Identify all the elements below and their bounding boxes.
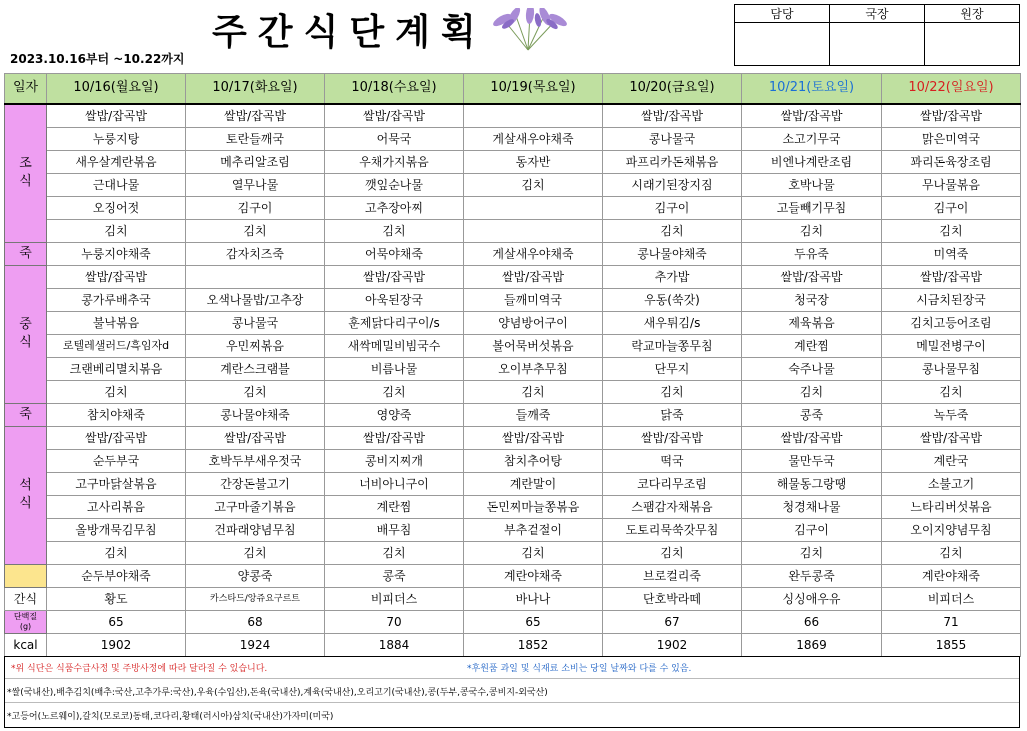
approval-sign-cell[interactable] bbox=[830, 23, 925, 66]
meal-item: 깻잎순나물 bbox=[325, 173, 464, 196]
porridge-item: 들깨죽 bbox=[464, 403, 603, 426]
meal-item: 김치 bbox=[325, 380, 464, 403]
meal-item: 김치 bbox=[325, 219, 464, 242]
meal-item: 우채가지볶음 bbox=[325, 150, 464, 173]
porridge-label: 죽 bbox=[5, 403, 47, 426]
meal-item: 고구마줄기볶음 bbox=[186, 495, 325, 518]
kcal-item: 1902 bbox=[47, 633, 186, 656]
meal-item: 근대나물 bbox=[47, 173, 186, 196]
meal-item: 불낙볶음 bbox=[47, 311, 186, 334]
porridge-item: 누룽지야채죽 bbox=[47, 242, 186, 265]
meal-item: 김치 bbox=[186, 380, 325, 403]
porridge-item: 닭죽 bbox=[603, 403, 742, 426]
meal-item: 쌀밥/잡곡밥 bbox=[882, 426, 1021, 449]
meal-item: 계란찜 bbox=[325, 495, 464, 518]
meal-table bbox=[4, 73, 1021, 657]
meal-item: 김치 bbox=[882, 219, 1021, 242]
meal-item: 고구마닭살볶음 bbox=[47, 472, 186, 495]
notes-box bbox=[4, 656, 1020, 728]
meal-item: 들깨미역국 bbox=[464, 288, 603, 311]
kcal-item: 1852 bbox=[464, 633, 603, 656]
porridge-item: 양콩죽 bbox=[186, 564, 325, 587]
meal-item: 김치 bbox=[742, 380, 882, 403]
porridge-item: 콩나물야채죽 bbox=[186, 403, 325, 426]
meal-item: 돈민찌마늘쫑볶음 bbox=[464, 495, 603, 518]
protein-item: 71 bbox=[882, 610, 1021, 633]
meal-item: 콩나물국 bbox=[603, 127, 742, 150]
meal-item: 숙주나물 bbox=[742, 357, 882, 380]
meal-item: 새우살계란볶음 bbox=[47, 150, 186, 173]
kcal-item: 1869 bbox=[742, 633, 882, 656]
protein-item: 65 bbox=[464, 610, 603, 633]
meal-item: 동자반 bbox=[464, 150, 603, 173]
meal-item: 계란말이 bbox=[464, 472, 603, 495]
meal-item: 쌀밥/잡곡밥 bbox=[186, 426, 325, 449]
breakfast-label: 조 식 bbox=[5, 104, 47, 243]
porridge-item: 게살새우야채죽 bbox=[464, 242, 603, 265]
meal-item: 김치 bbox=[464, 380, 603, 403]
meal-item: 새우튀김/s bbox=[603, 311, 742, 334]
porridge-item: 어묵야채죽 bbox=[325, 242, 464, 265]
meal-item: 락교마늘쫑무침 bbox=[603, 334, 742, 357]
meal-item: 부추겉절이 bbox=[464, 518, 603, 541]
porridge-item: 계란야채죽 bbox=[464, 564, 603, 587]
approval-label: 국장 bbox=[830, 5, 925, 23]
meal-item: 단무지 bbox=[603, 357, 742, 380]
snack-item: 바나나 bbox=[464, 587, 603, 610]
meal-item: 고들빼기무침 bbox=[742, 196, 882, 219]
meal-item: 맑은미역국 bbox=[882, 127, 1021, 150]
meal-item: 김치 bbox=[742, 219, 882, 242]
meal-item: 오징어젓 bbox=[47, 196, 186, 219]
snack-item: 싱싱애우유 bbox=[742, 587, 882, 610]
meal-item: 김구이 bbox=[603, 196, 742, 219]
snack-label: 간식 bbox=[5, 587, 47, 610]
meal-item: 시래기된장지짐 bbox=[603, 173, 742, 196]
day-header: 10/19(목요일) bbox=[464, 74, 603, 104]
meal-item: 고사리볶음 bbox=[47, 495, 186, 518]
snack-item: 비피더스 bbox=[325, 587, 464, 610]
meal-item: 쌀밥/잡곡밥 bbox=[47, 426, 186, 449]
meal-item: 도토리묵쑥갓무침 bbox=[603, 518, 742, 541]
note-text: *후원품 과일 및 식재료 소비는 당일 날짜와 다를 수 있음. bbox=[467, 664, 692, 674]
meal-item: 소고기무국 bbox=[742, 127, 882, 150]
meal-item: 해물동그랑땡 bbox=[742, 472, 882, 495]
porridge-item: 콩죽 bbox=[325, 564, 464, 587]
meal-item bbox=[464, 104, 603, 128]
meal-item: 스팸감자채볶음 bbox=[603, 495, 742, 518]
porridge-item: 콩죽 bbox=[742, 403, 882, 426]
meal-item: 계란국 bbox=[882, 449, 1021, 472]
meal-item: 오색나물밥/고추장 bbox=[186, 288, 325, 311]
meal-item: 느타리버섯볶음 bbox=[882, 495, 1021, 518]
meal-item: 고추장아찌 bbox=[325, 196, 464, 219]
meal-item: 쌀밥/잡곡밥 bbox=[325, 104, 464, 128]
porridge-item: 참치야채죽 bbox=[47, 403, 186, 426]
approval-label: 원장 bbox=[925, 5, 1020, 23]
meal-item: 꽈리돈육장조림 bbox=[882, 150, 1021, 173]
meal-item: 김치 bbox=[325, 541, 464, 564]
meal-item: 계란스크램블 bbox=[186, 357, 325, 380]
meal-item: 김치 bbox=[47, 219, 186, 242]
meal-item: 간장돈불고기 bbox=[186, 472, 325, 495]
porridge-item: 감자치즈죽 bbox=[186, 242, 325, 265]
meal-item: 쌀밥/잡곡밥 bbox=[186, 104, 325, 128]
meal-item: 새싹메밀비빔국수 bbox=[325, 334, 464, 357]
approval-box bbox=[734, 4, 1020, 66]
meal-item: 쌀밥/잡곡밥 bbox=[742, 265, 882, 288]
porridge-item: 영양죽 bbox=[325, 403, 464, 426]
meal-item: 순두부국 bbox=[47, 449, 186, 472]
meal-item: 너비아니구이 bbox=[325, 472, 464, 495]
dinner-label: 석 식 bbox=[5, 426, 47, 564]
meal-item: 양념방어구이 bbox=[464, 311, 603, 334]
meal-item: 김치고등어조림 bbox=[882, 311, 1021, 334]
meal-item: 메추리알조림 bbox=[186, 150, 325, 173]
lunch-label: 중 식 bbox=[5, 265, 47, 403]
meal-item: 제육볶음 bbox=[742, 311, 882, 334]
meal-item: 쌀밥/잡곡밥 bbox=[47, 265, 186, 288]
snack-item: 단호박라떼 bbox=[603, 587, 742, 610]
day-header: 10/22(일요일) bbox=[882, 74, 1021, 104]
kcal-item: 1855 bbox=[882, 633, 1021, 656]
snack-item: 비피더스 bbox=[882, 587, 1021, 610]
meal-item: 건파래양념무침 bbox=[186, 518, 325, 541]
meal-item: 콩나물무침 bbox=[882, 357, 1021, 380]
meal-item: 김구이 bbox=[742, 518, 882, 541]
meal-item: 청국장 bbox=[742, 288, 882, 311]
day-header: 10/17(화요일) bbox=[186, 74, 325, 104]
meal-item: 쌀밥/잡곡밥 bbox=[742, 104, 882, 128]
meal-item: 호박두부새우젓국 bbox=[186, 449, 325, 472]
meal-item: 오이부추무침 bbox=[464, 357, 603, 380]
protein-item: 68 bbox=[186, 610, 325, 633]
meal-item bbox=[464, 196, 603, 219]
porridge-label bbox=[5, 564, 47, 587]
meal-item: 메밀전병구이 bbox=[882, 334, 1021, 357]
day-header: 10/21(토요일) bbox=[742, 74, 882, 104]
meal-item: 콩나물국 bbox=[186, 311, 325, 334]
meal-item: 쌀밥/잡곡밥 bbox=[882, 265, 1021, 288]
meal-item: 추가밥 bbox=[603, 265, 742, 288]
porridge-item: 계란야채죽 bbox=[882, 564, 1021, 587]
protein-item: 70 bbox=[325, 610, 464, 633]
meal-item: 쌀밥/잡곡밥 bbox=[603, 104, 742, 128]
day-header: 10/16(월요일) bbox=[47, 74, 186, 104]
meal-item: 쌀밥/잡곡밥 bbox=[603, 426, 742, 449]
snack-item: 황도 bbox=[47, 587, 186, 610]
day-header: 10/20(금요일) bbox=[603, 74, 742, 104]
meal-item: 소불고기 bbox=[882, 472, 1021, 495]
porridge-item: 미역죽 bbox=[882, 242, 1021, 265]
meal-item: 비엔나계란조림 bbox=[742, 150, 882, 173]
kcal-item: 1902 bbox=[603, 633, 742, 656]
approval-sign-cell[interactable] bbox=[735, 23, 830, 66]
porridge-item: 순두부야채죽 bbox=[47, 564, 186, 587]
approval-label: 담당 bbox=[735, 5, 830, 23]
meal-item: 쌀밥/잡곡밥 bbox=[47, 104, 186, 128]
note-text: *쌀(국내산),배추김치(배추:국산,고추가루:국산),우육(수입산),돈육(국내산),계육(국내산),오리고기(국내산),콩(두부,콩국수,콩비지-외국산) bbox=[7, 688, 548, 698]
meal-item: 열무나물 bbox=[186, 173, 325, 196]
meal-item: 우동(쑥갓) bbox=[603, 288, 742, 311]
meal-item: 크랜베리멸치볶음 bbox=[47, 357, 186, 380]
meal-item: 쌀밥/잡곡밥 bbox=[464, 265, 603, 288]
protein-item: 67 bbox=[603, 610, 742, 633]
meal-item: 배무침 bbox=[325, 518, 464, 541]
date-range: 2023.10.16부터 ~10.22까지 bbox=[10, 52, 185, 66]
meal-item: 김치 bbox=[186, 219, 325, 242]
meal-item: 물만두국 bbox=[742, 449, 882, 472]
meal-item: 콩비지찌개 bbox=[325, 449, 464, 472]
kcal-item: 1924 bbox=[186, 633, 325, 656]
meal-item: 쌀밥/잡곡밥 bbox=[882, 104, 1021, 128]
meal-item: 로텔레샐러드/흑임자d bbox=[47, 334, 186, 357]
approval-sign-cell[interactable] bbox=[925, 23, 1020, 66]
meal-item: 김치 bbox=[882, 380, 1021, 403]
day-header: 10/18(수요일) bbox=[325, 74, 464, 104]
meal-item: 볼어묵버섯볶음 bbox=[464, 334, 603, 357]
meal-item: 쌀밥/잡곡밥 bbox=[325, 265, 464, 288]
protein-item: 65 bbox=[47, 610, 186, 633]
meal-item: 김치 bbox=[603, 541, 742, 564]
snack-item: 카스타드/앙쥬요구르트 bbox=[186, 587, 325, 610]
meal-item: 올방개묵김무침 bbox=[47, 518, 186, 541]
note-text: *고등어(노르웨이),갈치(모로코)동태,코다리,황태(러시아)삼치(국내산)가자미(미국) bbox=[7, 712, 334, 722]
meal-item: 오이지양념무침 bbox=[882, 518, 1021, 541]
meal-item: 시금치된장국 bbox=[882, 288, 1021, 311]
meal-item: 김치 bbox=[882, 541, 1021, 564]
note-text: *위 식단은 식품수급사정 및 주방사정에 따라 달라질 수 있습니다. bbox=[11, 664, 268, 674]
porridge-item: 녹두죽 bbox=[882, 403, 1021, 426]
meal-item: 훈제닭다리구이/s bbox=[325, 311, 464, 334]
meal-item: 쌀밥/잡곡밥 bbox=[742, 426, 882, 449]
kcal-label: kcal bbox=[5, 633, 47, 656]
meal-item: 청경채나물 bbox=[742, 495, 882, 518]
protein-item: 66 bbox=[742, 610, 882, 633]
lavender-icon bbox=[484, 8, 572, 52]
kcal-item: 1884 bbox=[325, 633, 464, 656]
meal-item: 김치 bbox=[742, 541, 882, 564]
corner-label: 일자 bbox=[5, 74, 47, 104]
meal-item: 어묵국 bbox=[325, 127, 464, 150]
meal-item: 우민찌볶음 bbox=[186, 334, 325, 357]
meal-item: 파프리카돈채볶음 bbox=[603, 150, 742, 173]
meal-item: 김치 bbox=[603, 380, 742, 403]
meal-item: 떡국 bbox=[603, 449, 742, 472]
meal-item: 비름나물 bbox=[325, 357, 464, 380]
meal-item: 김치 bbox=[603, 219, 742, 242]
porridge-item: 완두콩죽 bbox=[742, 564, 882, 587]
meal-item: 김구이 bbox=[882, 196, 1021, 219]
protein-label: 단백질 (g) bbox=[5, 610, 47, 633]
porridge-item: 브로컬리죽 bbox=[603, 564, 742, 587]
meal-item: 김치 bbox=[47, 380, 186, 403]
meal-item: 김구이 bbox=[186, 196, 325, 219]
meal-item: 무나물볶음 bbox=[882, 173, 1021, 196]
meal-item: 쌀밥/잡곡밥 bbox=[464, 426, 603, 449]
meal-item: 코다리무조림 bbox=[603, 472, 742, 495]
meal-item: 게살새우야채죽 bbox=[464, 127, 603, 150]
meal-item: 콩가루배추국 bbox=[47, 288, 186, 311]
meal-item: 아욱된장국 bbox=[325, 288, 464, 311]
meal-item: 참치추어탕 bbox=[464, 449, 603, 472]
porridge-item: 두유죽 bbox=[742, 242, 882, 265]
meal-item bbox=[464, 219, 603, 242]
meal-item: 쌀밥/잡곡밥 bbox=[325, 426, 464, 449]
meal-item bbox=[186, 265, 325, 288]
porridge-label: 죽 bbox=[5, 242, 47, 265]
meal-item: 토란들깨국 bbox=[186, 127, 325, 150]
page-title: 주간식단계획 bbox=[212, 12, 487, 53]
meal-item: 김치 bbox=[47, 541, 186, 564]
meal-item: 김치 bbox=[464, 541, 603, 564]
meal-item: 호박나물 bbox=[742, 173, 882, 196]
meal-item: 김치 bbox=[186, 541, 325, 564]
meal-item: 김치 bbox=[464, 173, 603, 196]
meal-item: 계란찜 bbox=[742, 334, 882, 357]
meal-item: 누룽지탕 bbox=[47, 127, 186, 150]
porridge-item: 콩나물야채죽 bbox=[603, 242, 742, 265]
